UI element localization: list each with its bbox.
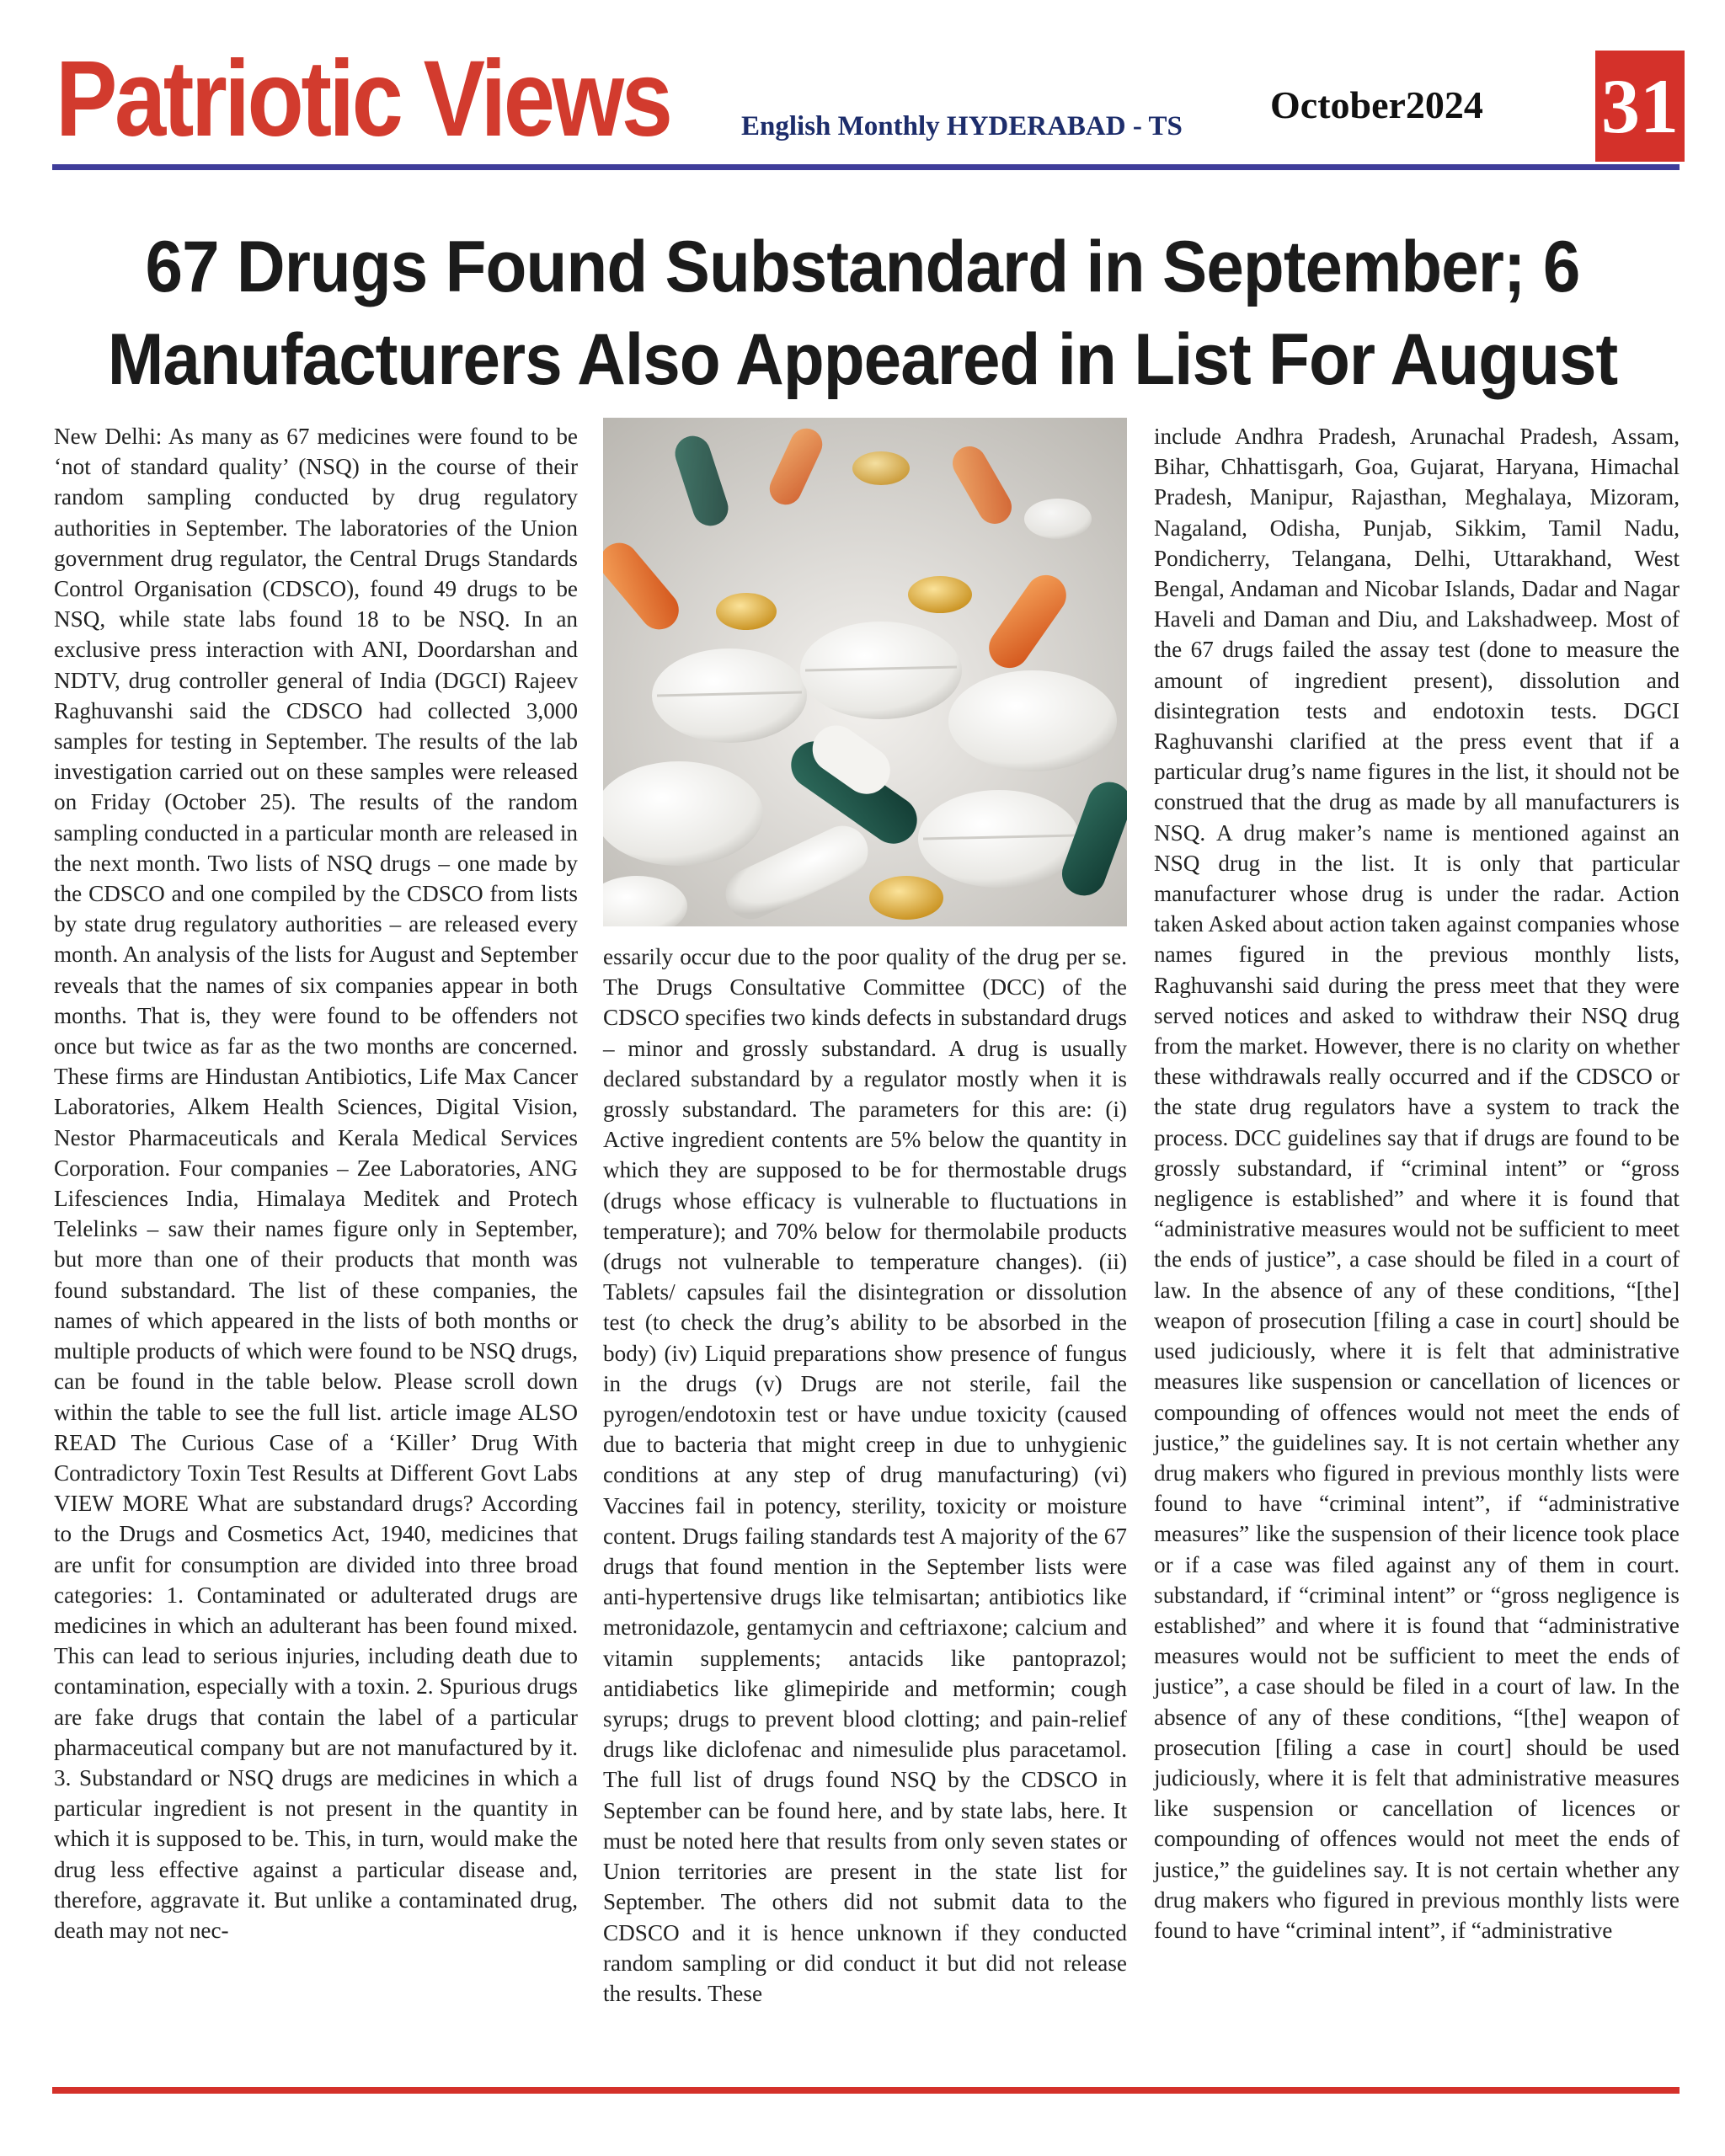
column-3-text: include Andhra Pradesh, Arunachal Pradesh, Assam, Bihar, Chhattisgarh, Goa, Gujarat, Haryana, Himachal Pradesh, Manipur, Rajasthan, Meghalaya, Mizoram, Nagaland, Odisha, Punjab, Sikkim, Tamil Nadu, Pondicherry, Telangana, Delhi, Uttarakhand, West Bengal, Andaman and Nicobar Islands, Dadar and Nagar Haveli and Daman and Diu, and Lakshadweep. Most of the 67 drugs failed the assay test (done to measure the amount of ingredient present), dissolution and disintegration tests and endotoxin tests. DGCI Raghuvanshi clarified at the press event that if a particular drug’s name figures in the list, it should not be construed that the drug as made by all manufacturers is NSQ. A drug maker’s name is mentioned against an NSQ drug in the list. It is only that particular manufacturer whose drug is under the radar. Action taken Asked about action taken against companies whose names figured in the previous monthly lists, Raghuvanshi said during the press meet that they were served notices and asked to withdraw their NSQ drug from the market. However, there is no clarity on whether these withdrawals really occurred and if the CDSCO or the state drug regulators have a system to track the process. DCC guidelines say that if drugs are found to be grossly substandard, if “criminal intent” or “gross negligence is established” and where it is found that “administrative measures would not be sufficient to meet the ends of justice”, a case should be filed in a court of law. In the absence of any of these conditions, “[the] weapon of prosecution [filing a case in court] should be used judiciously, where it is felt that administrative measures like suspension or cancellation of licences or compounding of offences would not meet the ends of justice,” the guidelines say. It is not certain whether any drug makers who figured in previous monthly lists were found to have “criminal intent”, if “administrative measures” like the suspension of their licence took place or if a case was filed against any of them in court. substandard, if “criminal intent” or “gross negligence is established” and where it is found that “administrative measures would not be sufficient to meet the ends of justice”, a case should be filed in a court of law. In the absence of any of these conditions, “[the] weapon of prosecution [filing a case in court] should be used judiciously, where it is felt that administrative measures like suspension or cancellation of licences or compounding of offences would not meet the ends of justice,” the guidelines say. It is not certain whether any drug makers who figured in previous monthly lists were found to have “criminal intent”, if “administrative (1154, 424, 1680, 1943)
article-column-2 (603, 942, 1127, 2009)
header-divider (52, 164, 1680, 170)
masthead (52, 39, 1680, 167)
column-1-text: New Delhi: As many as 67 medicines were found to be ‘not of standard quality’ (NSQ) in the course of their random sampling conducted by drug regulatory authorities in September. The laboratories of the Union government drug regulator, the Central Drugs Standards Control Organisation (CDSCO), found 49 drugs to be NSQ, while state labs found 18 to be NSQ. In an exclusive press interaction with ANI, Doordarshan and NDTV, drug controller general of India (DGCI) Rajeev Raghuvanshi said the CDSCO had collected 3,000 samples for testing in September. The results of the lab investigation carried out on these samples were released on Friday (October 25). The results of the random sampling conducted in a particular month are released in the next month. Two lists of NSQ drugs – one made by the CDSCO and one compiled by the CDSCO from lists by state drug regulatory authorities – are released every month. An analysis of the lists for August and September reveals that the names of six companies appear in both months. That is, they were found to be offenders not once but twice as far as the two months are concerned. These firms are Hindustan Antibiotics, Life Max Cancer Laboratories, Alkem Health Sciences, Digital Vision, Nestor Pharmaceuticals and Kerala Medical Services Corporation. Four companies – Zee Laboratories, ANG Lifesciences India, Himalaya Meditek and Protech Telelinks – saw their names figure only in September, but more than one of their products that month was found substandard. The list of these companies, the names of which appeared in the lists of both months or multiple products of which were found to be NSQ drugs, can be found in the table below. Please scroll down within the table to see the full list. article image ALSO READ The Curious Case of a ‘Killer’ Drug With Contradictory Toxin Test Results at Different Govt Labs VIEW MORE What are substandard drugs? According to the Drugs and Cosmetics Act, 1940, medicines that are unfit for consumption are divided into three broad categories: 1. Contaminated or adulterated drugs are medicines in which an adulterant has been found mixed. This can lead to serious injuries, including death due to contamination, especially with a toxin. 2. Spurious drugs are fake drugs that contain the label of a particular pharmaceutical company but are not manufactured by it. 3. Substandard or NSQ drugs are medicines in which a particular ingredient is not present in the quantity in which it is supposed to be. This, in turn, would make the drug less effective against a particular disease and, therefore, aggravate it. But unlike a contaminated drug, death may not nec- (54, 424, 578, 1943)
issue-date: October2024 (1270, 83, 1483, 126)
pills-photo (603, 418, 1127, 926)
pills-illustration (603, 418, 1127, 926)
page-number-badge: 31 (1595, 51, 1685, 162)
article-headline: 67 Drugs Found Substandard in September; 6 Manufacturers Also Appeared in List For August (107, 227, 1618, 400)
footer-divider (52, 2087, 1680, 2094)
column-2-text: essarily occur due to the poor quality of the drug per se. The Drugs Consultative Committee (DCC) of the CDSCO specifies two kinds defects in substandard drugs – minor and grossly substandard. A drug is usually declared substandard by a regulator mostly when it is grossly substandard. The parameters for this are: (i) Active ingredient contents are 5% below the quantity in which they are supposed to be for thermostable drugs (drugs whose efficacy is vulnerable to fluctuations in temperature); and 70% below for thermolabile products (drugs not vulnerable to temperature changes). (ii) Tablets/ capsules fail the disintegration or dissolution test (to check the drug’s ability to be absorbed in the body) (iv) Liquid preparations show presence of fungus in the drugs (v) Drugs are not sterile, fail the pyrogen/endotoxin test or have undue toxicity (caused due to bacteria that might creep in due to unhygienic conditions at any step of drug manufacturing) (vi) Vaccines fail in potency, sterility, toxicity or moisture content. Drugs failing standards test A majority of the 67 drugs that found mention in the September lists were anti-hypertensive drugs like telmisartan; antibiotics like metronidazole, gentamycin and ceftriaxone; calcium and vitamin supplements; antacids like pantoprazol; antidiabetics like glimepiride and metformin; cough syrups; drugs to prevent blood clotting; and pain-relief drugs like diclofenac and nimesulide plus paracetamol. The full list of drugs found NSQ by the CDSCO in September can be found here, and by state labs, here. It must be noted here that results from only seven states or Union territories are present in the state list for September. The others did not submit data to the CDSCO and it is hence unknown if they conducted random sampling or did conduct it but did not release the results. These (603, 944, 1127, 2006)
article-column-3 (1154, 421, 1680, 1945)
brand-logo: Patriotic Views (56, 39, 670, 159)
edition-label: English Monthly HYDERABAD - TS (741, 111, 1183, 141)
article-column-1 (54, 421, 578, 1945)
